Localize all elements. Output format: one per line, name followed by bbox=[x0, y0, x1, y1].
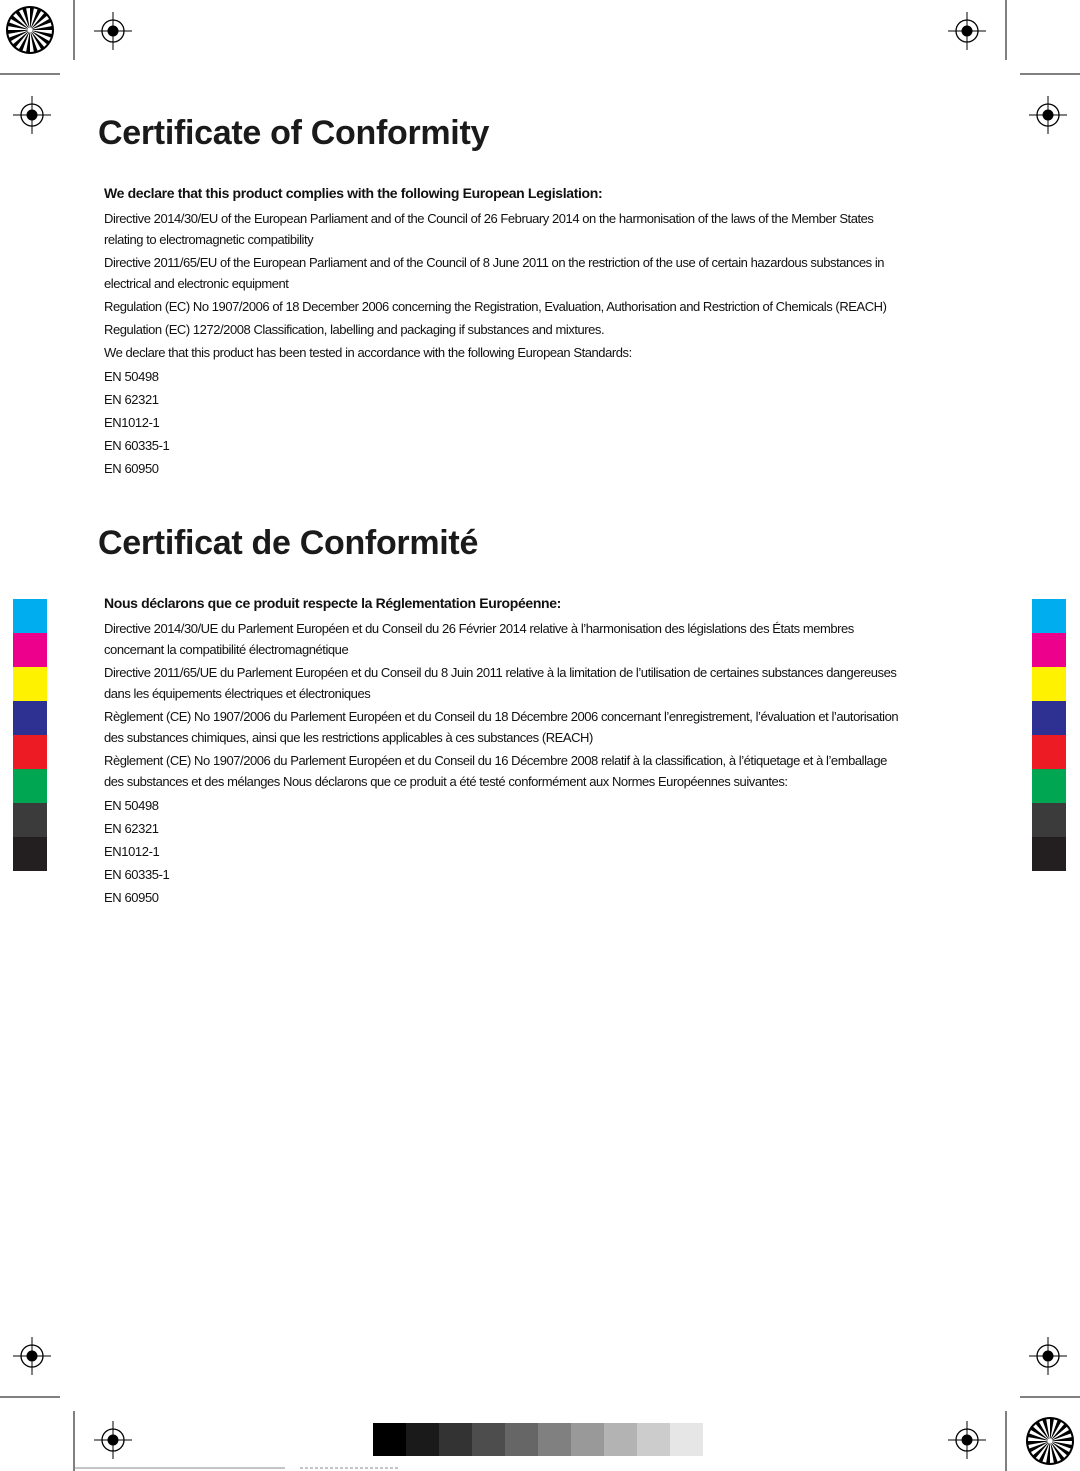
standard-en-3: EN1012-1 bbox=[104, 415, 160, 430]
paragraph-fr-4: Règlement (CE) No 1907/2006 du Parlement Européen et du Conseil du 16 Décembre 2008 relatif à la classification, à l’étiquetage et à l’emballage des substances et des mélanges Nous déclarons que ce produit a été testé conformément aux Normes Européennes suivantes: bbox=[104, 753, 887, 789]
color-swatch bbox=[1032, 667, 1066, 701]
standard-fr-2: EN 62321 bbox=[104, 821, 159, 836]
starburst-mark bbox=[6, 6, 54, 54]
paragraph-en-1: Directive 2014/30/EU of the European Parliament and of the Council of 26 February 2014 on the harmonisation of the laws of the Member States relating to electromagnetic compatibility bbox=[104, 211, 874, 247]
standard-en-2: EN 62321 bbox=[104, 392, 159, 407]
gray-swatch bbox=[505, 1423, 538, 1456]
color-bar-right bbox=[1032, 599, 1066, 871]
color-swatch bbox=[1032, 837, 1066, 871]
standard-fr-3: EN1012-1 bbox=[104, 844, 160, 859]
paragraph-en-3: Regulation (EC) No 1907/2006 of 18 December 2006 concerning the Registration, Evaluation, Authorisation and Restriction of Chemicals (REACH) bbox=[104, 299, 887, 314]
registration-target bbox=[13, 1337, 51, 1375]
standard-fr-4: EN 60335-1 bbox=[104, 867, 170, 882]
title-en: Certificate of Conformity bbox=[98, 114, 490, 152]
color-swatch bbox=[13, 701, 47, 735]
standard-fr-1: EN 50498 bbox=[104, 798, 159, 813]
paragraph-en-4: Regulation (EC) 1272/2008 Classification, labelling and packaging if substances and mixtures. bbox=[104, 322, 605, 337]
registration-target bbox=[1029, 96, 1067, 134]
color-swatch bbox=[13, 667, 47, 701]
grayscale-bar bbox=[373, 1423, 703, 1456]
color-swatch bbox=[13, 803, 47, 837]
color-swatch bbox=[1032, 701, 1066, 735]
color-swatch bbox=[1032, 599, 1066, 633]
registration-target bbox=[948, 1421, 986, 1459]
color-bar-left bbox=[13, 599, 47, 871]
color-swatch bbox=[13, 837, 47, 871]
paragraph-fr-2: Directive 2011/65/UE du Parlement Européen et du Conseil du 8 Juin 2011 relative à la limitation de l’utilisation de certaines substances dangereuses dans les équipements électriques et électroniques bbox=[104, 665, 897, 701]
registration-target bbox=[948, 12, 986, 50]
gray-swatch bbox=[670, 1423, 703, 1456]
color-swatch bbox=[13, 735, 47, 769]
registration-target bbox=[13, 96, 51, 134]
gray-swatch bbox=[406, 1423, 439, 1456]
standard-en-5: EN 60950 bbox=[104, 461, 159, 476]
gray-swatch bbox=[439, 1423, 472, 1456]
paragraph-en-2: Directive 2011/65/EU of the European Parliament and of the Council of 8 June 2011 on the restriction of the use of certain hazardous substances in electrical and electronic equipment bbox=[104, 255, 885, 291]
color-swatch bbox=[13, 633, 47, 667]
lead-fr: Nous déclarons que ce produit respecte la Réglementation Européenne: bbox=[104, 595, 561, 611]
registration-target bbox=[94, 1421, 132, 1459]
standard-en-1: EN 50498 bbox=[104, 369, 159, 384]
paragraph-fr-3: Règlement (CE) No 1907/2006 du Parlement Européen et du Conseil du 18 Décembre 2006 concernant l’enregistrement, l’évaluation et l’autorisation des substances chimiques, ainsi que les restrictions applicables à ces substances (REACH) bbox=[104, 709, 899, 745]
color-swatch bbox=[13, 769, 47, 803]
gray-swatch bbox=[538, 1423, 571, 1456]
section-fr bbox=[104, 594, 904, 909]
gray-swatch bbox=[472, 1423, 505, 1456]
color-swatch bbox=[13, 599, 47, 633]
gray-swatch bbox=[637, 1423, 670, 1456]
gray-swatch bbox=[571, 1423, 604, 1456]
color-swatch bbox=[1032, 769, 1066, 803]
gray-swatch bbox=[373, 1423, 406, 1456]
title-fr: Certificat de Conformité bbox=[98, 524, 479, 562]
standard-en-4: EN 60335-1 bbox=[104, 438, 170, 453]
registration-target bbox=[1029, 1337, 1067, 1375]
section-en bbox=[104, 184, 904, 480]
registration-target bbox=[94, 12, 132, 50]
color-swatch bbox=[1032, 803, 1066, 837]
starburst-mark bbox=[1026, 1417, 1074, 1465]
paragraph-fr-1: Directive 2014/30/UE du Parlement Européen et du Conseil du 26 Février 2014 relative à l’harmonisation des législations des États membres concernant la compatibilité électromagnétique bbox=[104, 621, 854, 657]
gray-swatch bbox=[604, 1423, 637, 1456]
lead-en: We declare that this product complies with the following European Legislation: bbox=[104, 185, 603, 201]
paragraph-en-5: We declare that this product has been tested in accordance with the following European Standards: bbox=[104, 345, 632, 360]
color-swatch bbox=[1032, 633, 1066, 667]
standard-fr-5: EN 60950 bbox=[104, 890, 159, 905]
color-swatch bbox=[1032, 735, 1066, 769]
